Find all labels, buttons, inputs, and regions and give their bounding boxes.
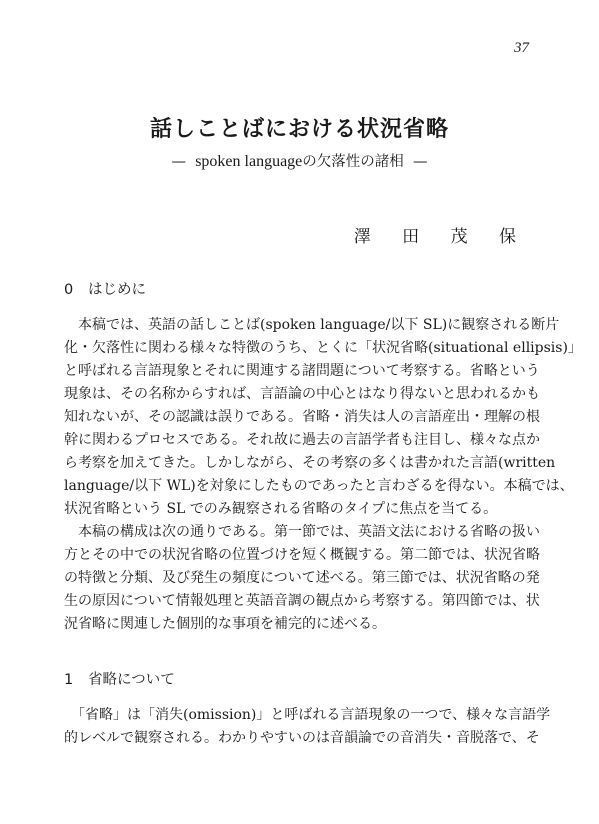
section-number: 1 xyxy=(64,672,74,688)
text-line: 現象は、その名称からすれば、言語論の中心とはなり得ないと思われるかも xyxy=(64,386,540,402)
text-line: 化・欠落性に関わる様々な特徴のうち、とくに「状況省略(situational ellipsis)」 xyxy=(64,340,582,356)
subtitle-english: spoken language xyxy=(195,153,303,170)
text-line: 況省略に関連した個別的な事項を補完的に述べる。 xyxy=(64,616,386,632)
text-line: 本稿の構成は次の通りである。第一節では、英語文法における省略の扱い xyxy=(64,524,540,540)
subtitle-japanese: の欠落性の諸相 xyxy=(302,154,404,170)
text-line: の特徴と分類、及び発生の頻度について述べる。第三節では、状況省略の発 xyxy=(64,570,540,586)
text-line: 知れないが、その認識は誤りである。省略・消失は人の言語産出・理解の根 xyxy=(64,409,540,425)
text-line: ら考察を加えてきた。しかしながら、その考察の多くは書かれた言語(written xyxy=(64,455,556,471)
section-body-0 xyxy=(64,314,582,636)
paper-title: 話しことばにおける状況省略 xyxy=(149,117,449,142)
section-title: はじめに xyxy=(88,282,146,298)
text-line: 方とその中での状況省略の位置づけを短く概観する。第二節では、状況省略 xyxy=(64,547,540,563)
subtitle-dash-right: — xyxy=(413,154,428,170)
section-body-1 xyxy=(64,704,551,750)
page-number: 37 xyxy=(514,40,529,56)
text-line: 「省略」は「消失(omission)」と呼ばれる言語現象の一つで、様々な言語学 xyxy=(64,707,551,723)
subtitle-dash-left: — xyxy=(171,154,186,170)
paper-subtitle xyxy=(0,150,599,171)
text-line: 本稿では、英語の話しことば(spoken language/以下 SL)に観察される断片 xyxy=(64,317,560,333)
section-heading-0 xyxy=(64,278,146,299)
text-line: 状況省略という SL でのみ観察される省略のタイプに焦点を当てる。 xyxy=(64,501,498,517)
section-heading-1 xyxy=(64,668,175,689)
text-line: と呼ばれる言語現象とそれに関連する諸問題について考察する。省略という xyxy=(64,363,540,379)
text-line: 生の原因について情報処理と英語音調の観点から考察する。第四節では、状 xyxy=(64,593,540,609)
section-number: 0 xyxy=(64,282,74,298)
text-line: 幹に関わるプロセスである。それ故に過去の言語学者も注目し、様々な点か xyxy=(64,432,540,448)
text-line: 的レベルで観察される。わかりやすいのは音韻論での音消失・音脱落で、そ xyxy=(64,730,540,746)
author-name: 澤 田 茂 保 xyxy=(353,227,529,247)
section-title: 省略について xyxy=(88,672,175,688)
text-line: language/以下 WL)を対象にしたものであったと言わざるを得ない。本稿では、 xyxy=(64,478,574,494)
